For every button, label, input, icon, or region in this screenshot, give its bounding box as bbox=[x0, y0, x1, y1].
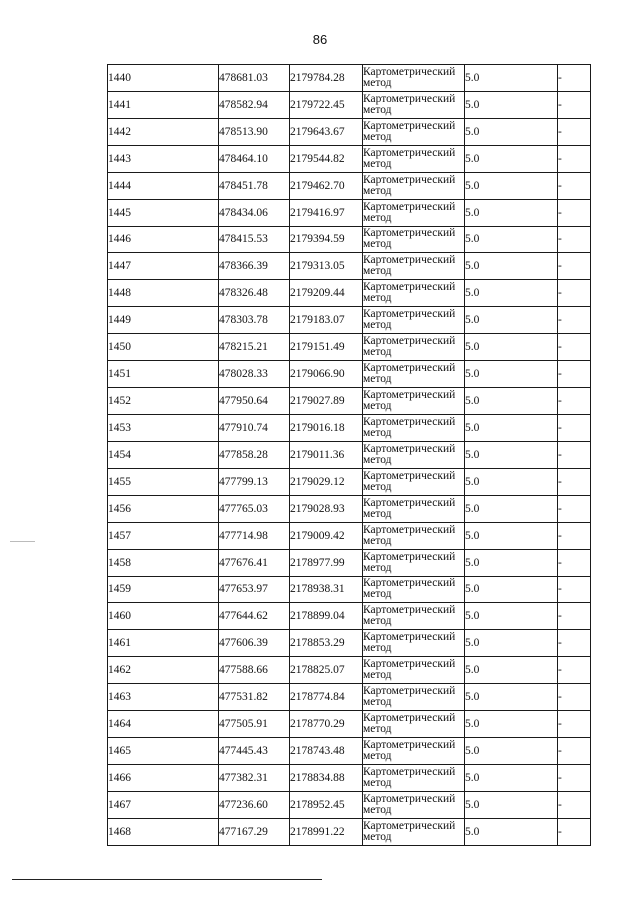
method-text-line: метод bbox=[363, 130, 392, 143]
method-cell bbox=[363, 738, 465, 765]
x-coordinate-cell: 477531.82 bbox=[219, 684, 290, 711]
point-number-cell: 1445 bbox=[108, 199, 219, 226]
method-cell bbox=[363, 657, 465, 684]
accuracy-cell: 5.0 bbox=[465, 307, 558, 334]
x-coordinate-cell: 478434.06 bbox=[219, 199, 290, 226]
point-number-cell: 1444 bbox=[108, 172, 219, 199]
table-row bbox=[108, 199, 591, 226]
y-coordinate-cell: 2178825.07 bbox=[290, 657, 363, 684]
method-text-line: Картометрический bbox=[363, 739, 456, 751]
method-cell bbox=[363, 549, 465, 576]
method-text-line: метод bbox=[363, 76, 392, 89]
method-text-line: Картометрический bbox=[363, 335, 456, 348]
y-coordinate-cell: 2178834.88 bbox=[290, 764, 363, 791]
note-cell: - bbox=[558, 630, 591, 657]
x-coordinate-cell: 478451.78 bbox=[219, 172, 290, 199]
note-cell: - bbox=[558, 468, 591, 495]
method-cell bbox=[363, 630, 465, 657]
method-text-line: Картометрический bbox=[363, 442, 456, 455]
point-number-cell: 1468 bbox=[108, 818, 219, 845]
point-number-cell: 1450 bbox=[108, 334, 219, 361]
note-cell: - bbox=[558, 334, 591, 361]
accuracy-cell: 5.0 bbox=[465, 118, 558, 145]
method-cell bbox=[363, 361, 465, 388]
method-text-line: Картометрический bbox=[363, 200, 456, 213]
method-text-line: метод bbox=[363, 373, 392, 386]
x-coordinate-cell: 477505.91 bbox=[219, 711, 290, 738]
coordinates-table bbox=[107, 64, 591, 846]
method-text-line: метод bbox=[363, 561, 392, 574]
y-coordinate-cell: 2178770.29 bbox=[290, 711, 363, 738]
point-number-cell: 1464 bbox=[108, 711, 219, 738]
x-coordinate-cell: 477858.28 bbox=[219, 441, 290, 468]
method-text-line: метод bbox=[363, 830, 392, 843]
method-text-line: метод bbox=[363, 211, 392, 224]
margin-mark bbox=[10, 541, 35, 542]
point-number-cell: 1454 bbox=[108, 441, 219, 468]
method-text-line: метод bbox=[363, 292, 392, 305]
x-coordinate-cell: 478303.78 bbox=[219, 307, 290, 334]
method-cell bbox=[363, 307, 465, 334]
note-cell: - bbox=[558, 65, 591, 92]
note-cell: - bbox=[558, 684, 591, 711]
page-number: 86 bbox=[312, 32, 328, 47]
method-cell bbox=[363, 684, 465, 711]
note-cell: - bbox=[558, 388, 591, 415]
x-coordinate-cell: 478366.39 bbox=[219, 253, 290, 280]
table-row bbox=[108, 91, 591, 118]
accuracy-cell: 5.0 bbox=[465, 818, 558, 845]
accuracy-cell: 5.0 bbox=[465, 199, 558, 226]
method-text-line: метод bbox=[363, 507, 392, 520]
note-cell: - bbox=[558, 145, 591, 172]
x-coordinate-cell: 477606.39 bbox=[219, 630, 290, 657]
table-row bbox=[108, 576, 591, 603]
x-coordinate-cell: 478513.90 bbox=[219, 118, 290, 145]
method-cell bbox=[363, 226, 465, 253]
x-coordinate-cell: 478215.21 bbox=[219, 334, 290, 361]
point-number-cell: 1465 bbox=[108, 738, 219, 765]
note-cell: - bbox=[558, 738, 591, 765]
method-text-line: метод bbox=[363, 238, 392, 251]
point-number-cell: 1451 bbox=[108, 361, 219, 388]
method-cell bbox=[363, 91, 465, 118]
table-row bbox=[108, 334, 591, 361]
x-coordinate-cell: 478681.03 bbox=[219, 65, 290, 92]
y-coordinate-cell: 2179183.07 bbox=[290, 307, 363, 334]
table-row bbox=[108, 495, 591, 522]
method-text-line: метод bbox=[363, 157, 392, 170]
method-text-line: Картометрический bbox=[363, 415, 456, 428]
y-coordinate-cell: 2179016.18 bbox=[290, 414, 363, 441]
point-number-cell: 1460 bbox=[108, 603, 219, 630]
accuracy-cell: 5.0 bbox=[465, 441, 558, 468]
method-text-line: Картометрический bbox=[363, 685, 456, 698]
point-number-cell: 1446 bbox=[108, 226, 219, 253]
method-text-line: Картометрический bbox=[363, 604, 456, 617]
accuracy-cell: 5.0 bbox=[465, 495, 558, 522]
accuracy-cell: 5.0 bbox=[465, 764, 558, 791]
method-cell bbox=[363, 280, 465, 307]
method-text-line: метод bbox=[363, 265, 392, 278]
point-number-cell: 1466 bbox=[108, 764, 219, 791]
table-row bbox=[108, 630, 591, 657]
method-text-line: метод bbox=[363, 346, 392, 359]
method-text-line: Картометрический bbox=[363, 792, 456, 805]
accuracy-cell: 5.0 bbox=[465, 334, 558, 361]
table-body bbox=[108, 65, 591, 846]
note-cell: - bbox=[558, 711, 591, 738]
note-cell: - bbox=[558, 414, 591, 441]
method-text-line: Картометрический bbox=[363, 550, 456, 563]
x-coordinate-cell: 478415.53 bbox=[219, 226, 290, 253]
table-row bbox=[108, 441, 591, 468]
accuracy-cell: 5.0 bbox=[465, 414, 558, 441]
accuracy-cell: 5.0 bbox=[465, 603, 558, 630]
y-coordinate-cell: 2178899.04 bbox=[290, 603, 363, 630]
y-coordinate-cell: 2178774.84 bbox=[290, 684, 363, 711]
accuracy-cell: 5.0 bbox=[465, 388, 558, 415]
point-number-cell: 1467 bbox=[108, 791, 219, 818]
table-row bbox=[108, 738, 591, 765]
accuracy-cell: 5.0 bbox=[465, 145, 558, 172]
method-text-line: метод bbox=[363, 103, 392, 116]
method-text-line: метод bbox=[363, 400, 392, 413]
table-row bbox=[108, 711, 591, 738]
x-coordinate-cell: 477765.03 bbox=[219, 495, 290, 522]
note-cell: - bbox=[558, 764, 591, 791]
point-number-cell: 1461 bbox=[108, 630, 219, 657]
x-coordinate-cell: 477644.62 bbox=[219, 603, 290, 630]
table-row bbox=[108, 603, 591, 630]
point-number-cell: 1452 bbox=[108, 388, 219, 415]
x-coordinate-cell: 477588.66 bbox=[219, 657, 290, 684]
method-cell bbox=[363, 172, 465, 199]
table-row bbox=[108, 253, 591, 280]
method-cell bbox=[363, 522, 465, 549]
table-row bbox=[108, 818, 591, 845]
note-cell: - bbox=[558, 253, 591, 280]
note-cell: - bbox=[558, 603, 591, 630]
y-coordinate-cell: 2179784.28 bbox=[290, 65, 363, 92]
y-coordinate-cell: 2179029.12 bbox=[290, 468, 363, 495]
y-coordinate-cell: 2179009.42 bbox=[290, 522, 363, 549]
method-cell bbox=[363, 334, 465, 361]
method-text-line: метод bbox=[363, 588, 392, 601]
table-row bbox=[108, 388, 591, 415]
y-coordinate-cell: 2179066.90 bbox=[290, 361, 363, 388]
method-text-line: Картометрический bbox=[363, 523, 456, 536]
note-cell: - bbox=[558, 657, 591, 684]
y-coordinate-cell: 2179028.93 bbox=[290, 495, 363, 522]
note-cell: - bbox=[558, 549, 591, 576]
x-coordinate-cell: 478582.94 bbox=[219, 91, 290, 118]
method-text-line: Картометрический bbox=[363, 227, 456, 240]
method-cell bbox=[363, 818, 465, 845]
table-row bbox=[108, 145, 591, 172]
footer-rule bbox=[12, 879, 322, 880]
accuracy-cell: 5.0 bbox=[465, 630, 558, 657]
point-number-cell: 1448 bbox=[108, 280, 219, 307]
method-text-line: Картометрический bbox=[363, 819, 456, 832]
y-coordinate-cell: 2178991.22 bbox=[290, 818, 363, 845]
x-coordinate-cell: 477799.13 bbox=[219, 468, 290, 495]
method-text-line: Картометрический bbox=[363, 469, 456, 482]
accuracy-cell: 5.0 bbox=[465, 711, 558, 738]
x-coordinate-cell: 477910.74 bbox=[219, 414, 290, 441]
note-cell: - bbox=[558, 307, 591, 334]
note-cell: - bbox=[558, 441, 591, 468]
method-cell bbox=[363, 414, 465, 441]
note-cell: - bbox=[558, 226, 591, 253]
accuracy-cell: 5.0 bbox=[465, 226, 558, 253]
method-text-line: метод bbox=[363, 534, 392, 547]
method-text-line: Картометрический bbox=[363, 146, 456, 159]
y-coordinate-cell: 2179011.36 bbox=[290, 441, 363, 468]
method-text-line: метод bbox=[363, 696, 392, 709]
x-coordinate-cell: 477950.64 bbox=[219, 388, 290, 415]
point-number-cell: 1440 bbox=[108, 65, 219, 92]
method-cell bbox=[363, 576, 465, 603]
method-text-line: Картометрический bbox=[363, 254, 456, 267]
table-row bbox=[108, 764, 591, 791]
accuracy-cell: 5.0 bbox=[465, 522, 558, 549]
x-coordinate-cell: 477676.41 bbox=[219, 549, 290, 576]
method-text-line: Картометрический bbox=[363, 496, 456, 509]
accuracy-cell: 5.0 bbox=[465, 791, 558, 818]
x-coordinate-cell: 477653.97 bbox=[219, 576, 290, 603]
note-cell: - bbox=[558, 172, 591, 199]
y-coordinate-cell: 2179313.05 bbox=[290, 253, 363, 280]
y-coordinate-cell: 2179544.82 bbox=[290, 145, 363, 172]
point-number-cell: 1449 bbox=[108, 307, 219, 334]
table-row bbox=[108, 657, 591, 684]
method-text-line: метод bbox=[363, 615, 392, 628]
table-row bbox=[108, 307, 591, 334]
table-row bbox=[108, 226, 591, 253]
point-number-cell: 1447 bbox=[108, 253, 219, 280]
table-row bbox=[108, 118, 591, 145]
method-text-line: метод bbox=[363, 184, 392, 197]
accuracy-cell: 5.0 bbox=[465, 172, 558, 199]
method-text-line: метод bbox=[363, 776, 392, 789]
method-text-line: метод bbox=[363, 669, 392, 682]
method-text-line: метод bbox=[363, 803, 392, 816]
point-number-cell: 1459 bbox=[108, 576, 219, 603]
table-row bbox=[108, 65, 591, 92]
note-cell: - bbox=[558, 199, 591, 226]
method-text-line: Картометрический bbox=[363, 712, 456, 725]
method-text-line: метод bbox=[363, 642, 392, 655]
note-cell: - bbox=[558, 118, 591, 145]
accuracy-cell: 5.0 bbox=[465, 738, 558, 765]
method-cell bbox=[363, 65, 465, 92]
y-coordinate-cell: 2179209.44 bbox=[290, 280, 363, 307]
note-cell: - bbox=[558, 280, 591, 307]
accuracy-cell: 5.0 bbox=[465, 65, 558, 92]
y-coordinate-cell: 2178743.48 bbox=[290, 738, 363, 765]
method-text-line: метод bbox=[363, 453, 392, 466]
accuracy-cell: 5.0 bbox=[465, 684, 558, 711]
method-cell bbox=[363, 764, 465, 791]
x-coordinate-cell: 478028.33 bbox=[219, 361, 290, 388]
method-text-line: метод bbox=[363, 426, 392, 439]
point-number-cell: 1457 bbox=[108, 522, 219, 549]
x-coordinate-cell: 477167.29 bbox=[219, 818, 290, 845]
accuracy-cell: 5.0 bbox=[465, 468, 558, 495]
note-cell: - bbox=[558, 791, 591, 818]
y-coordinate-cell: 2179416.97 bbox=[290, 199, 363, 226]
method-cell bbox=[363, 441, 465, 468]
accuracy-cell: 5.0 bbox=[465, 280, 558, 307]
y-coordinate-cell: 2179462.70 bbox=[290, 172, 363, 199]
point-number-cell: 1453 bbox=[108, 414, 219, 441]
accuracy-cell: 5.0 bbox=[465, 361, 558, 388]
accuracy-cell: 5.0 bbox=[465, 91, 558, 118]
method-text-line: Картометрический bbox=[363, 362, 456, 375]
note-cell: - bbox=[558, 91, 591, 118]
point-number-cell: 1458 bbox=[108, 549, 219, 576]
method-text-line: Картометрический bbox=[363, 765, 456, 778]
method-text-line: Картометрический bbox=[363, 173, 456, 186]
accuracy-cell: 5.0 bbox=[465, 549, 558, 576]
x-coordinate-cell: 477382.31 bbox=[219, 764, 290, 791]
method-text-line: Картометрический bbox=[363, 92, 456, 105]
accuracy-cell: 5.0 bbox=[465, 253, 558, 280]
y-coordinate-cell: 2179151.49 bbox=[290, 334, 363, 361]
method-cell bbox=[363, 388, 465, 415]
y-coordinate-cell: 2179394.59 bbox=[290, 226, 363, 253]
table-row bbox=[108, 414, 591, 441]
point-number-cell: 1463 bbox=[108, 684, 219, 711]
x-coordinate-cell: 477714.98 bbox=[219, 522, 290, 549]
method-text-line: метод bbox=[363, 750, 392, 762]
point-number-cell: 1462 bbox=[108, 657, 219, 684]
x-coordinate-cell: 478326.48 bbox=[219, 280, 290, 307]
method-cell bbox=[363, 791, 465, 818]
y-coordinate-cell: 2178977.99 bbox=[290, 549, 363, 576]
y-coordinate-cell: 2178853.29 bbox=[290, 630, 363, 657]
x-coordinate-cell: 478464.10 bbox=[219, 145, 290, 172]
method-text-line: Картометрический bbox=[363, 281, 456, 294]
method-cell bbox=[363, 603, 465, 630]
point-number-cell: 1442 bbox=[108, 118, 219, 145]
note-cell: - bbox=[558, 818, 591, 845]
table-row bbox=[108, 361, 591, 388]
method-text-line: Картометрический bbox=[363, 308, 456, 321]
method-cell bbox=[363, 145, 465, 172]
method-cell bbox=[363, 495, 465, 522]
table-row bbox=[108, 522, 591, 549]
method-text-line: Картометрический bbox=[363, 577, 456, 590]
note-cell: - bbox=[558, 522, 591, 549]
note-cell: - bbox=[558, 495, 591, 522]
accuracy-cell: 5.0 bbox=[465, 657, 558, 684]
point-number-cell: 1455 bbox=[108, 468, 219, 495]
method-text-line: Картометрический bbox=[363, 658, 456, 671]
method-text-line: метод bbox=[363, 480, 392, 493]
point-number-cell: 1441 bbox=[108, 91, 219, 118]
y-coordinate-cell: 2178938.31 bbox=[290, 576, 363, 603]
method-cell bbox=[363, 711, 465, 738]
method-text-line: метод bbox=[363, 319, 392, 332]
note-cell: - bbox=[558, 361, 591, 388]
method-text-line: метод bbox=[363, 723, 392, 736]
table-row bbox=[108, 468, 591, 495]
point-number-cell: 1456 bbox=[108, 495, 219, 522]
method-cell bbox=[363, 118, 465, 145]
x-coordinate-cell: 477445.43 bbox=[219, 738, 290, 765]
method-text-line: Картометрический bbox=[363, 389, 456, 402]
y-coordinate-cell: 2179722.45 bbox=[290, 91, 363, 118]
point-number-cell: 1443 bbox=[108, 145, 219, 172]
x-coordinate-cell: 477236.60 bbox=[219, 791, 290, 818]
table-row bbox=[108, 684, 591, 711]
method-text-line: Картометрический bbox=[363, 65, 456, 78]
method-text-line: Картометрический bbox=[363, 631, 456, 644]
table-row bbox=[108, 549, 591, 576]
y-coordinate-cell: 2178952.45 bbox=[290, 791, 363, 818]
method-cell bbox=[363, 468, 465, 495]
table-row bbox=[108, 172, 591, 199]
method-cell bbox=[363, 253, 465, 280]
method-text-line: Картометрический bbox=[363, 119, 456, 132]
y-coordinate-cell: 2179643.67 bbox=[290, 118, 363, 145]
method-cell bbox=[363, 199, 465, 226]
note-cell: - bbox=[558, 576, 591, 603]
y-coordinate-cell: 2179027.89 bbox=[290, 388, 363, 415]
table-row bbox=[108, 280, 591, 307]
accuracy-cell: 5.0 bbox=[465, 576, 558, 603]
table-row bbox=[108, 791, 591, 818]
